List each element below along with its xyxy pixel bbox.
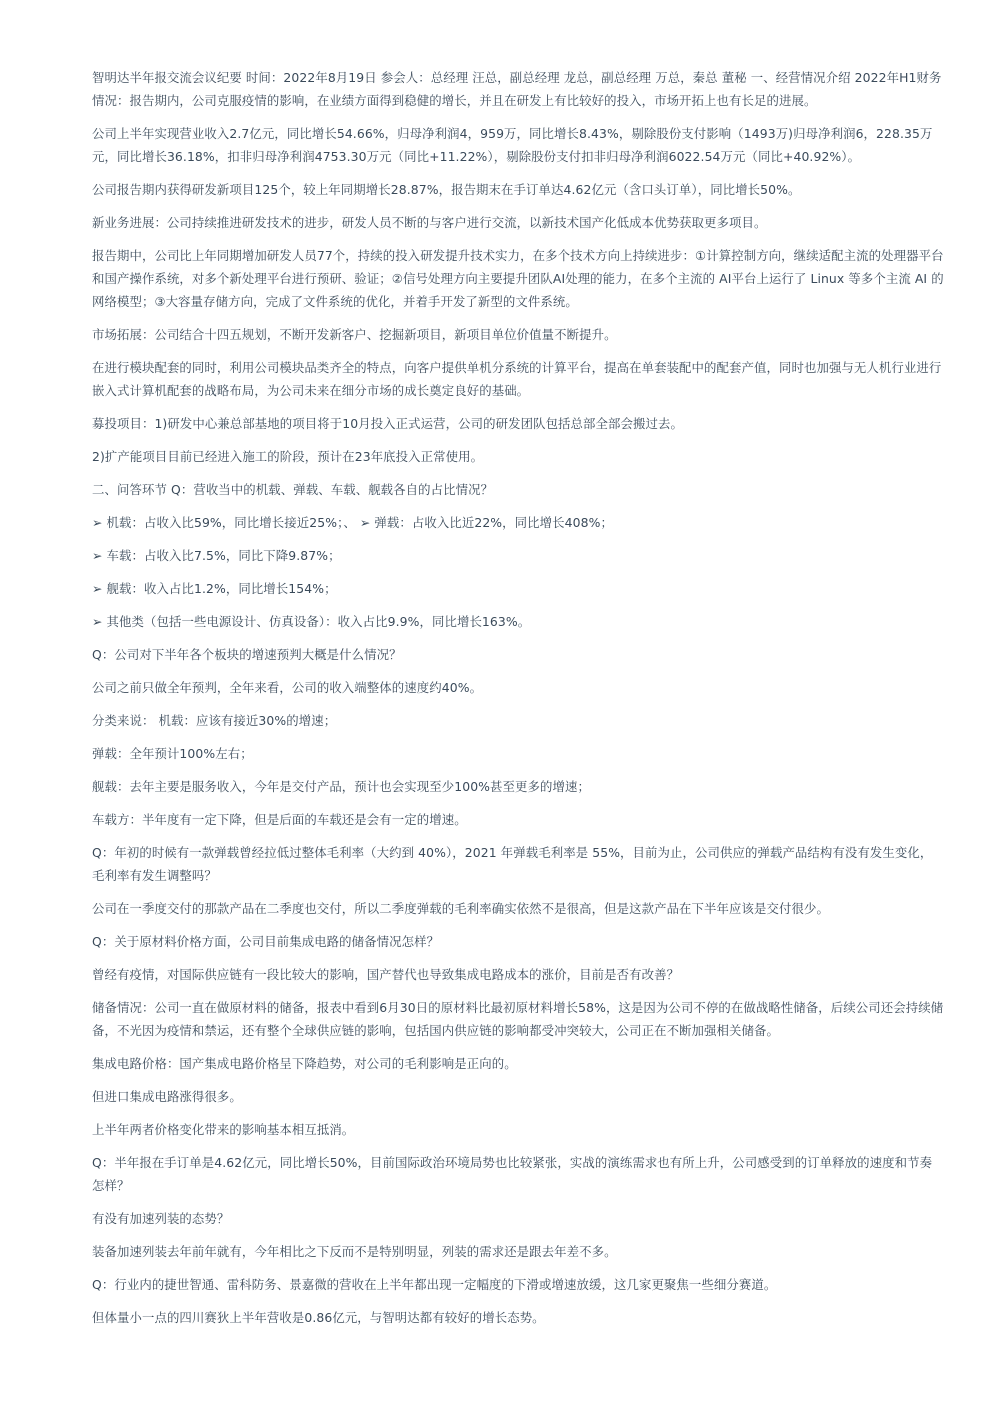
rd-staff-paragraph: 报告期中，公司比上年同期增加研发人员77个，持续的投入研发提升技术实力，在多个技术方向上持续进步：①计算控制方向，继续适配主流的处理器平台和国产操作系统，对多个新处理平台进行预研、验证；②信号处理方向主要提升团队AI处理的能力，在多个主流的 AI平台上运行了 Linux 等多个主流 AI 的网络模型；③大容量存储方向，完成了文件系统的优化，并着手开发了新型的文件系统。 xyxy=(92,248,944,309)
meeting-intro-paragraph: 智明达半年报交流会议纪要 时间：2022年8月19日 参会人：总经理 汪总，副总经理 龙总，副总经理 万总，秦总 董秘 一、经营情况介绍 2022年H1财务情况：报告期内，公司克服疫情的影响，在业绩方面得到稳健的增长，并且在研发上有比较好的投入，市场开拓上也有长足的进展。 xyxy=(92,70,942,108)
answer-ic-price: 集成电路价格：国产集成电路价格呈下降趋势，对公司的毛利影响是正向的。 xyxy=(92,1056,517,1071)
document-body xyxy=(92,66,944,1339)
module-platform-paragraph: 在进行模块配套的同时，利用公司模块品类齐全的特点，向客户提供单机分系统的计算平台，提高在单套装配中的配套产值，同时也加强与无人机行业进行嵌入式计算机配套的战略布局，为公司未来在细分市场的成长奠定良好的基础。 xyxy=(92,360,942,398)
answer-equipment: 装备加速列装去年前年就有，今年相比之下反而不是特别明显，列装的需求还是跟去年差不多。 xyxy=(92,1244,617,1259)
market-expansion-paragraph: 市场拓展：公司结合十四五规划，不断开发新客户、挖掘新项目，新项目单位价值量不断提升。 xyxy=(92,327,617,342)
answer-inventory: 储备情况：公司一直在做原材料的储备，报表中看到6月30日的原材料比最初原材料增长58%，这是因为公司不停的在做战略性储备，后续公司还会持续储备，不光因为疫情和禁运，还有整个全球供应链的影响，包括国内供应链的影响都受冲突较大，公司正在不断加强相关储备。 xyxy=(92,1000,944,1038)
question-acceleration: 有没有加速列装的态势？ xyxy=(92,1211,230,1226)
rd-projects-paragraph: 公司报告期内获得研发新项目125个，较上年同期增长28.87%，报告期末在手订单达4.62亿元（含口头订单），同比增长50%。 xyxy=(92,182,801,197)
question-materials: Q：关于原材料价格方面，公司目前集成电路的储备情况怎样？ xyxy=(92,934,440,949)
qa-section-heading: 二、问答环节 Q：营收当中的机载、弹载、车载、舰载各自的占比情况？ xyxy=(92,482,494,497)
answer-vehicle: 车载方：半年度有一定下降，但是后面的车载还是会有一定的增速。 xyxy=(92,812,467,827)
question-peers: Q：行业内的捷世智通、雷科防务、景嘉微的营收在上半年都出现一定幅度的下滑或增速放缓，这几家更聚焦一些细分赛道。 xyxy=(92,1277,777,1292)
answer-margin: 公司在一季度交付的那款产品在二季度也交付，所以二季度弹载的毛利率确实依然不是很高，但是这款产品在下半年应该是交付很少。 xyxy=(92,901,829,916)
new-business-paragraph: 新业务进展：公司持续推进研发技术的进步，研发人员不断的与客户进行交流，以新技术国产化低成本优势获取更多项目。 xyxy=(92,215,767,230)
airborne-missile-share-item: ➢ 机载：占收入比59%，同比增长接近25%；、 ➢ 弹载：占收入比近22%，同比增长408%； xyxy=(92,515,613,530)
question-h2-growth: Q：公司对下半年各个板块的增速预判大概是什么情况？ xyxy=(92,647,402,662)
fundraising-project-1-paragraph: 募投项目：1)研发中心兼总部基地的项目将于10月投入正式运营，公司的研发团队包括总部全部会搬过去。 xyxy=(92,416,683,431)
fundraising-project-2-paragraph: 2)扩产能项目目前已经进入施工的阶段，预计在23年底投入正常使用。 xyxy=(92,449,484,464)
question-supply-chain: 曾经有疫情，对国际供应链有一段比较大的影响，国产替代也导致集成电路成本的涨价，目前是否有改善？ xyxy=(92,967,680,982)
answer-airborne: 分类来说： 机载：应该有接近30%的增速； xyxy=(92,713,337,728)
vehicle-share-item: ➢ 车载：占收入比7.5%，同比下降9.87%； xyxy=(92,548,341,563)
question-orders: Q：半年报在手订单是4.62亿元，同比增长50%，目前国际政治环境局势也比较紧张，实战的演练需求也有所上升，公司感受到的订单释放的速度和节奏怎样？ xyxy=(92,1155,933,1193)
answer-peers: 但体量小一点的四川赛狄上半年营收是0.86亿元，与智明达都有较好的增长态势。 xyxy=(92,1310,545,1325)
answer-import-ic: 但进口集成电路涨得很多。 xyxy=(92,1089,242,1104)
answer-missile: 弹载：全年预计100%左右； xyxy=(92,746,253,761)
answer-offset: 上半年两者价格变化带来的影响基本相互抵消。 xyxy=(92,1122,355,1137)
shipborne-share-item: ➢ 舰载：收入占比1.2%，同比增长154%； xyxy=(92,581,337,596)
answer-full-year: 公司之前只做全年预判，全年来看，公司的收入端整体的速度约40%。 xyxy=(92,680,483,695)
answer-shipborne: 舰载：去年主要是服务收入，今年是交付产品，预计也会实现至少100%甚至更多的增速； xyxy=(92,779,590,794)
other-share-item: ➢ 其他类（包括一些电源设计、仿真设备）：收入占比9.9%，同比增长163%。 xyxy=(92,614,531,629)
question-margin: Q：年初的时候有一款弹载曾经拉低过整体毛利率（大约到 40%），2021 年弹载毛利率是 55%，目前为止，公司供应的弹载产品结构有没有发生变化，毛利率有发生调整吗？ xyxy=(92,845,933,883)
revenue-profit-paragraph: 公司上半年实现营业收入2.7亿元，同比增长54.66%，归母净利润4，959万，同比增长8.43%，剔除股份支付影响（1493万)归母净利润6，228.35万元，同比增长36.18%，扣非归母净利润4753.30万元（同比+11.22%），剔除股份支付扣非归母净利润6022.54万元（同比+40.92%）。 xyxy=(92,126,933,164)
